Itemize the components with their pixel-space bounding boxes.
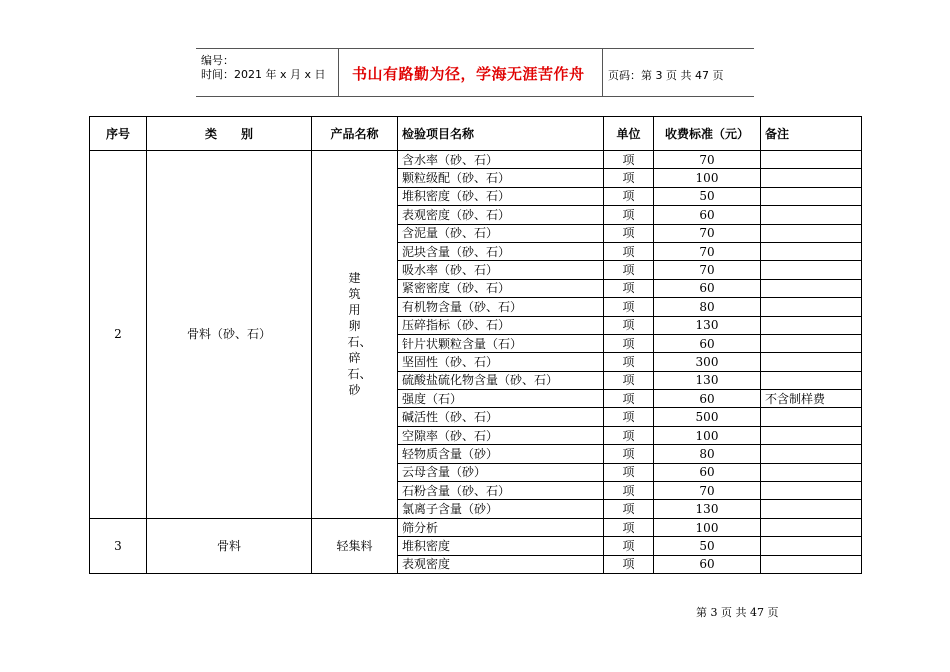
row-note [761, 445, 862, 463]
table-row [90, 518, 862, 536]
row-unit: 项 [604, 426, 654, 444]
row-fee: 300 [654, 353, 761, 371]
header-bottom-rule [196, 96, 754, 97]
row-fee: 70 [654, 224, 761, 242]
row-item: 颗粒级配（砂、石） [398, 169, 604, 187]
row-unit: 项 [604, 169, 654, 187]
row-fee: 70 [654, 242, 761, 260]
row-fee: 60 [654, 555, 761, 573]
row-unit: 项 [604, 371, 654, 389]
row-unit: 项 [604, 224, 654, 242]
row-item: 表观密度 [398, 555, 604, 573]
row-note [761, 408, 862, 426]
table-header-row [90, 117, 862, 151]
row-unit: 项 [604, 206, 654, 224]
row-fee: 60 [654, 206, 761, 224]
header-divider-left [338, 48, 339, 96]
row-fee: 100 [654, 426, 761, 444]
row-item: 筛分析 [398, 518, 604, 536]
row-category: 骨料 [147, 518, 312, 573]
row-note [761, 261, 862, 279]
row-item: 硫酸盐硫化物含量（砂、石） [398, 371, 604, 389]
header-top-rule [196, 48, 754, 49]
row-unit: 项 [604, 261, 654, 279]
row-unit: 项 [604, 537, 654, 555]
table-body [90, 151, 862, 574]
row-item: 堆积密度（砂、石） [398, 187, 604, 205]
row-note [761, 169, 862, 187]
row-seq: 2 [90, 151, 147, 519]
row-note [761, 371, 862, 389]
row-fee: 60 [654, 390, 761, 408]
row-note [761, 187, 862, 205]
row-item: 坚固性（砂、石） [398, 353, 604, 371]
row-fee: 100 [654, 518, 761, 536]
row-item: 泥块含量（砂、石） [398, 242, 604, 260]
row-category: 骨料（砂、石） [147, 151, 312, 519]
row-item: 压碎指标（砂、石） [398, 316, 604, 334]
row-unit: 项 [604, 334, 654, 352]
header-unit: 单位 [604, 117, 654, 151]
row-unit: 项 [604, 298, 654, 316]
row-fee: 130 [654, 500, 761, 518]
row-item: 含泥量（砂、石） [398, 224, 604, 242]
row-note [761, 206, 862, 224]
row-fee: 50 [654, 187, 761, 205]
row-unit: 项 [604, 408, 654, 426]
row-item: 有机物含量（砂、石） [398, 298, 604, 316]
row-note [761, 555, 862, 573]
row-note [761, 224, 862, 242]
fee-schedule-table [89, 116, 862, 574]
row-fee: 50 [654, 537, 761, 555]
row-item: 强度（石） [398, 390, 604, 408]
row-unit: 项 [604, 279, 654, 297]
row-unit: 项 [604, 242, 654, 260]
row-item: 空隙率（砂、石） [398, 426, 604, 444]
row-unit: 项 [604, 445, 654, 463]
row-note [761, 279, 862, 297]
row-item: 吸水率（砂、石） [398, 261, 604, 279]
row-unit: 项 [604, 316, 654, 334]
row-note [761, 500, 862, 518]
row-item: 紧密密度（砂、石） [398, 279, 604, 297]
row-note [761, 482, 862, 500]
row-fee: 70 [654, 151, 761, 169]
table-row [90, 151, 862, 169]
row-unit: 项 [604, 518, 654, 536]
header-item: 检验项目名称 [398, 117, 604, 151]
row-fee: 70 [654, 482, 761, 500]
row-product [312, 151, 398, 519]
row-note [761, 242, 862, 260]
row-note [761, 353, 862, 371]
row-item: 云母含量（砂） [398, 463, 604, 481]
row-item: 含水率（砂、石） [398, 151, 604, 169]
row-unit: 项 [604, 463, 654, 481]
row-fee: 130 [654, 316, 761, 334]
row-item: 碱活性（砂、石） [398, 408, 604, 426]
row-seq: 3 [90, 518, 147, 573]
row-note [761, 151, 862, 169]
row-item: 轻物质含量（砂） [398, 445, 604, 463]
header-seq: 序号 [90, 117, 147, 151]
row-fee: 60 [654, 463, 761, 481]
product-name-text: 轻集料 [336, 538, 373, 553]
row-item: 氯离子含量（砂） [398, 500, 604, 518]
footer-page-number: 第 3 页 共 47 页 [696, 606, 779, 619]
row-unit: 项 [604, 390, 654, 408]
row-note [761, 518, 862, 536]
row-note [761, 426, 862, 444]
row-item: 针片状颗粒含量（石） [398, 334, 604, 352]
row-product [312, 518, 398, 573]
row-unit: 项 [604, 555, 654, 573]
row-item: 堆积密度 [398, 537, 604, 555]
row-item: 石粉含量（砂、石） [398, 482, 604, 500]
header-time-label: 时间：2021 年 x 月 x 日 [201, 68, 326, 81]
row-fee: 130 [654, 371, 761, 389]
header-divider-right [602, 48, 603, 96]
header-fee: 收费标准（元） [654, 117, 761, 151]
row-fee: 60 [654, 279, 761, 297]
row-note [761, 463, 862, 481]
row-unit: 项 [604, 187, 654, 205]
product-name-text: 建筑用卵石、碎石、砂 [347, 271, 372, 398]
row-fee: 70 [654, 261, 761, 279]
row-fee: 100 [654, 169, 761, 187]
row-note [761, 316, 862, 334]
header-category: 类 别 [147, 117, 312, 151]
row-note: 不含制样费 [761, 390, 862, 408]
row-note [761, 537, 862, 555]
header-number-label: 编号： [201, 54, 234, 67]
row-unit: 项 [604, 151, 654, 169]
row-unit: 项 [604, 500, 654, 518]
row-note [761, 334, 862, 352]
row-fee: 60 [654, 334, 761, 352]
row-fee: 500 [654, 408, 761, 426]
header-page-info: 页码：第 3 页 共 47 页 [608, 69, 724, 82]
header-product: 产品名称 [312, 117, 398, 151]
row-note [761, 298, 862, 316]
row-item: 表观密度（砂、石） [398, 206, 604, 224]
row-fee: 80 [654, 445, 761, 463]
row-fee: 80 [654, 298, 761, 316]
row-unit: 项 [604, 353, 654, 371]
header-motto: 书山有路勤为径，学海无涯苦作舟 [352, 65, 585, 83]
header-note: 备注 [761, 117, 862, 151]
row-unit: 项 [604, 482, 654, 500]
